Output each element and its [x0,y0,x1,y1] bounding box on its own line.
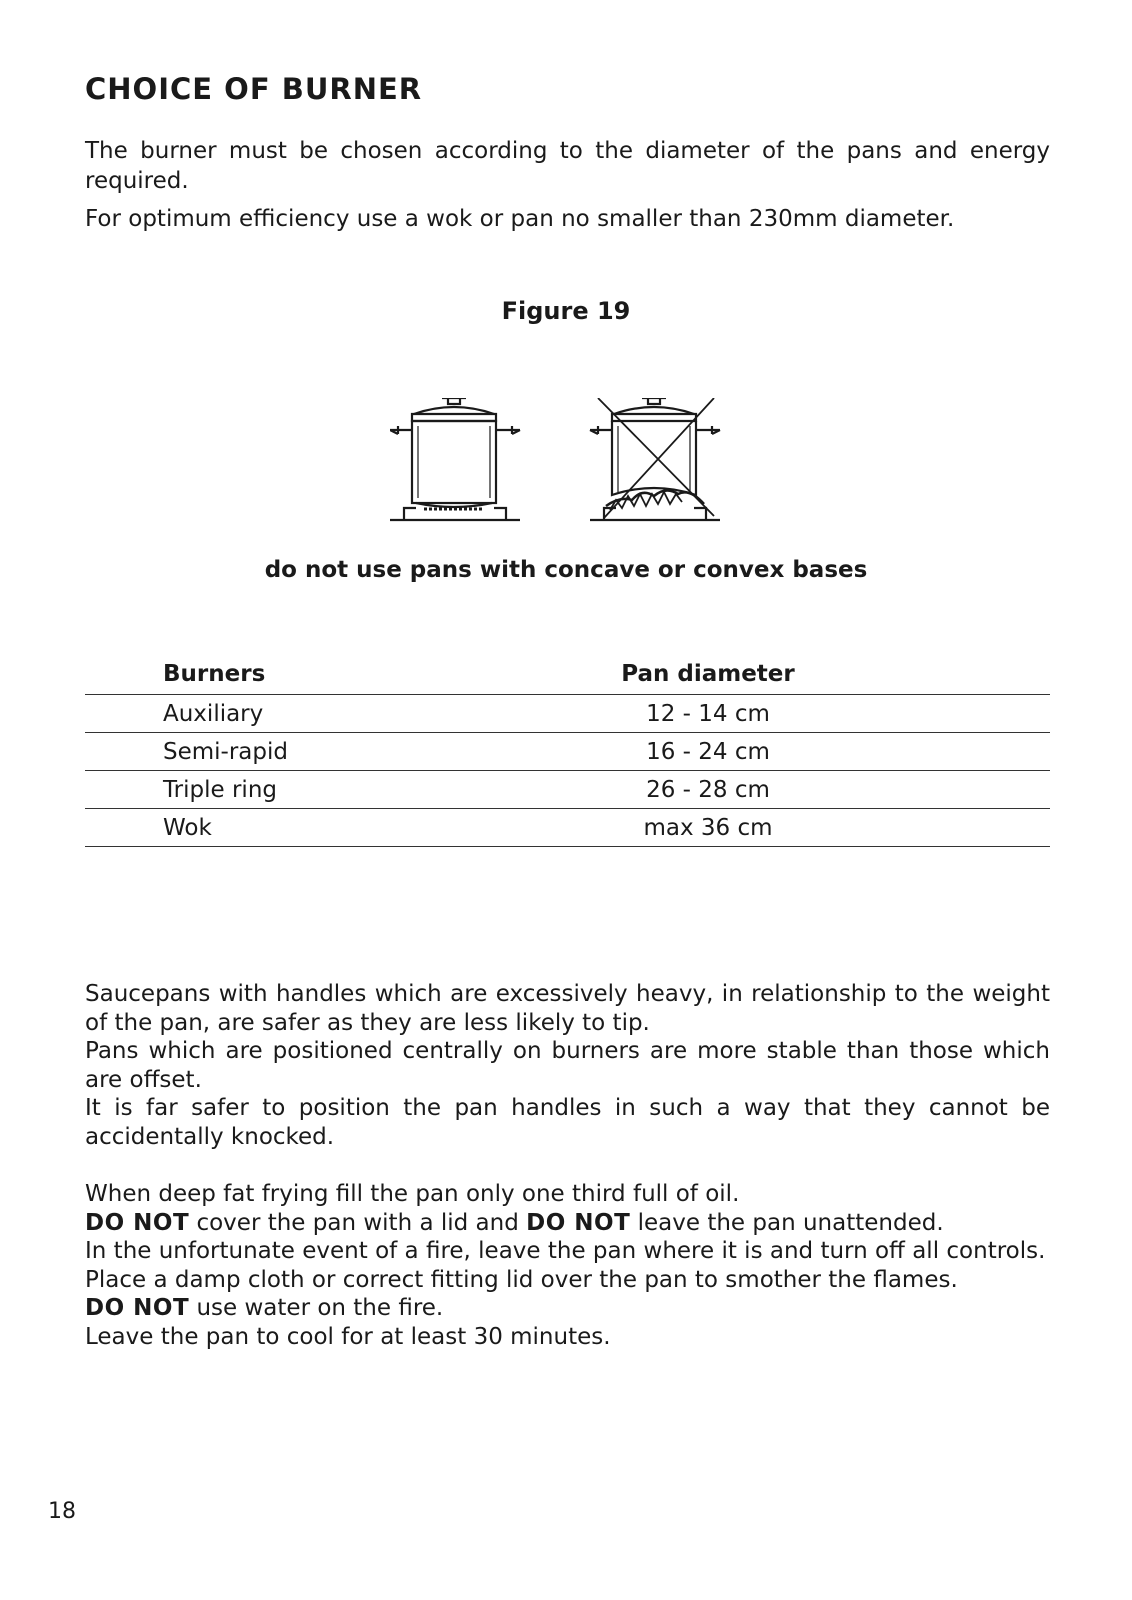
safety-line [85,1294,1050,1323]
page-number: 18 [48,1499,76,1524]
intro-paragraph: The burner must be chosen according to the diameter of the pans and energy required. [85,138,1050,194]
correct-pan-icon [390,398,520,520]
body-paragraph: Pans which are positioned centrally on burners are more stable than those which are offset. [85,1038,1050,1093]
table-row [85,771,1050,809]
safety-text: cover the pan with a lid and [189,1209,527,1236]
pan-diameter: 16 - 24 cm [646,739,770,765]
header-burners: Burners [163,661,266,687]
safety-text: use water on the fire. [189,1295,444,1321]
pan-illustration [390,398,740,538]
fire-safety-text [85,1180,1050,1351]
burner-name: Triple ring [163,777,277,803]
pan-diameter: max 36 cm [643,815,773,841]
incorrect-pan-icon [590,398,720,520]
table-row [85,733,1050,771]
safety-line: When deep fat frying fill the pan only one third full of oil. [85,1181,740,1207]
table-header-row [85,656,1050,695]
pan-safety-text [85,980,1050,1151]
section-heading: CHOICE OF BURNER [85,72,423,106]
table-row [85,809,1050,847]
burner-table [85,656,1050,847]
warning-emphasis: DO NOT [85,1295,190,1321]
intro-text [85,136,1050,242]
figure-caption: do not use pans with concave or convex bases [264,557,868,583]
figure-title: Figure 19 [501,297,631,325]
safety-line [85,1209,1050,1238]
burner-name: Wok [163,815,212,841]
pan-diameter: 26 - 28 cm [646,777,770,803]
warning-emphasis: DO NOT [526,1209,631,1236]
safety-line: Place a damp cloth or correct fitting lid over the pan to smother the flames. [85,1266,958,1293]
pan-diameter: 12 - 14 cm [646,701,770,727]
header-pan-diameter: Pan diameter [621,661,795,687]
burner-name: Semi-rapid [163,739,288,765]
safety-line: Leave the pan to cool for at least 30 minutes. [85,1323,611,1350]
burner-name: Auxiliary [163,701,264,727]
body-paragraph: Saucepans with handles which are excessively heavy, in relationship to the weight of the pan, are safer as they are less likely to tip. [85,981,1050,1036]
header-spacer [873,656,1050,695]
table-row [85,695,1050,733]
warning-emphasis: DO NOT [85,1209,190,1236]
safety-line: In the unfortunate event of a fire, leave the pan where it is and turn off all controls. [85,1238,1046,1264]
intro-paragraph: For optimum efficiency use a wok or pan no smaller than 230mm diameter. [85,206,955,232]
safety-text: leave the pan unattended. [630,1209,944,1236]
body-paragraph: It is far safer to position the pan handles in such a way that they cannot be accidentally knocked. [85,1095,1050,1150]
